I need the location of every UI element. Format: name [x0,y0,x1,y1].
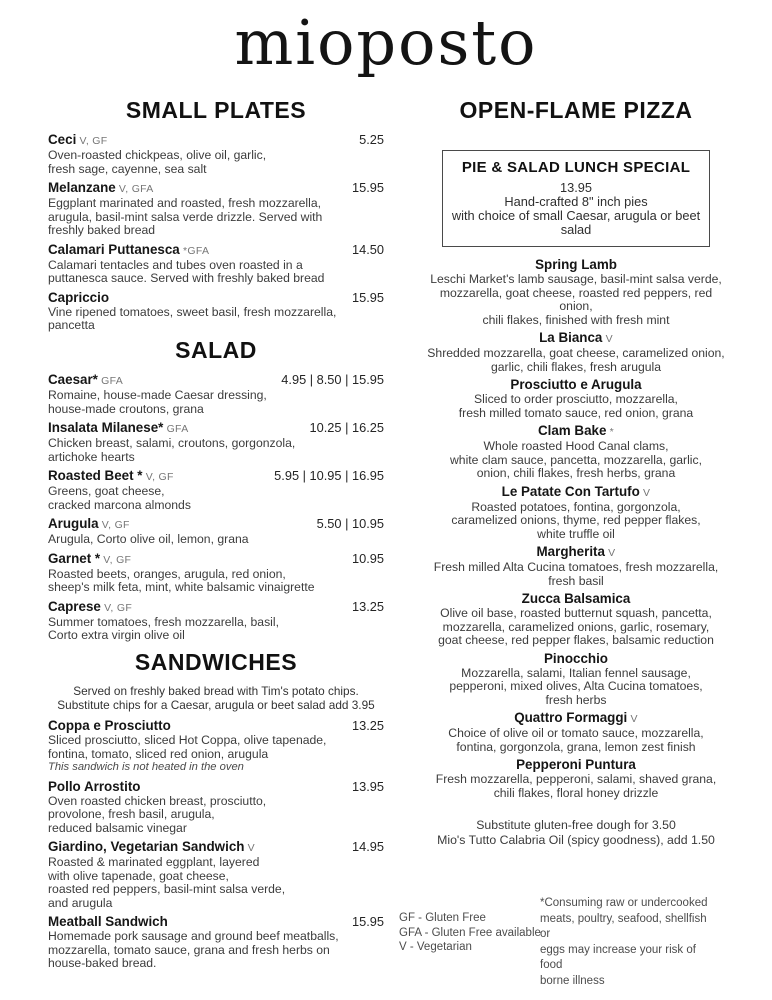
item-name: Roasted Beet * V, GF [48,468,174,483]
menu-item-giardino-vegetarian-sandwich [48,839,384,910]
section-salad [48,336,384,647]
item-header [48,599,384,616]
desc-line: Arugula, Corto olive oil, lemon, grana [48,532,249,546]
item-price: 4.95 | 8.50 | 15.95 [281,372,384,387]
item-name: Caesar* GFA [48,372,124,387]
pizza-item-margherita [424,544,728,588]
item-tags: V, GF [76,135,108,147]
item-header [48,779,384,795]
item-tags: V, GF [98,519,130,531]
menu-item-pollo-arrostito [48,779,384,836]
legend-line: V - Vegetarian [399,941,472,953]
desc-line: reduced balsamic vinegar [48,820,187,835]
item-price: 15.95 [351,180,384,195]
item-name: Garnet * V, GF [48,550,132,566]
pizza-item-la-bianca [424,330,728,374]
item-description [48,259,384,286]
desc-line: pepperoni, mixed olives, Alta Cucina tomatoes, [449,679,703,693]
desc-line: puttanesca sauce. Served with freshly baked bread [48,271,325,285]
desc-line: mozzarella, goat cheese, roasted red peppers, red onion, [439,285,713,313]
item-description [48,306,384,333]
section-title: SANDWICHES [134,649,298,675]
menu-item-meatball-sandwich [48,914,384,971]
item-name: Giardino, Vegetarian Sandwich V [48,839,255,854]
pizza-item-clam-bake [424,423,728,481]
desc-line: fresh sage, cayenne, sea salt [48,161,207,176]
desc-line: Eggplant marinated and roasted, fresh mozzarella, [48,196,322,210]
item-tags: GFA [163,423,189,435]
desc-line: cracked marcona almonds [48,497,191,512]
pizza-tags: * [606,426,615,438]
item-price: 14.95 [351,839,384,854]
desc-line: Oven roasted chicken breast, prosciutto, [48,793,267,808]
desc-line: house-baked bread. [48,956,157,970]
item-description [48,856,384,910]
pizza-item-quattro-formaggi [424,710,728,754]
disclaimer-line: eggs may increase your risk of food [540,943,696,971]
desc-line: Mozzarella, salami, Italian fennel sausage, [461,665,691,680]
menu-item-insalata-milanese [48,420,384,464]
item-price: 15.95 [351,914,384,929]
item-name: Arugula V, GF [48,516,130,531]
disclaimer-line: *Consuming raw or undercooked [540,897,708,909]
desc-line: Leschi Market's lamb sausage, basil-mint salsa verde, [430,272,722,286]
desc-line: Fresh mozzarella, pepperoni, salami, shaved grana, [435,772,717,786]
desc-line: Roasted potatoes, fontina, gorgonzola, [471,499,681,514]
dietary-legend [399,911,541,955]
desc-line: Homemade pork sausage and ground beef meatballs, [48,929,339,943]
legend-line: GF - Gluten Free [399,912,486,924]
item-price: 5.25 [359,132,384,147]
pizza-list [424,257,728,800]
item-price: 13.25 [351,718,384,733]
desc-line: Whole roasted Hood Canal clams, [483,439,669,453]
item-tags: GFA [97,375,124,387]
item-header [48,516,384,533]
restaurant-logo: mioposto [234,6,538,79]
item-name: Capriccio [48,289,110,305]
pizza-tags: V [602,333,613,345]
item-header [48,468,384,485]
desc-line: fontina, gorgonzola, grana, lemon zest finish [456,739,696,754]
item-description [48,389,384,416]
desc-line: Oven-roasted chickpeas, olive oil, garlic, [48,148,267,162]
desc-line: Fresh milled Alta Cucina tomatoes, fresh mozzarella, [433,560,719,574]
desc-line: Sliced prosciutto, sliced Hot Coppa, olive tapenade, [48,733,327,747]
pizza-item-pinocchio [424,651,728,708]
desc-line: Calamari tentacles and tubes oven roasted in a [48,257,303,272]
item-name: Pollo Arrostito [48,778,141,794]
item-tags: V [244,842,255,854]
item-header [48,914,384,930]
item-description [48,533,384,547]
desc-line: Summer tomatoes, fresh mozzarella, basil, [48,614,279,629]
special-line: Hand-crafted 8" inch pies [504,194,648,209]
menu-item-calamari-puttanesca [48,242,384,286]
menu-item-caprese [48,599,384,643]
section-small-plates [48,96,384,337]
extra-line: Mio's Tutto Calabria Oil (spicy goodness), add 1.50 [437,833,715,847]
item-price: 13.25 [351,598,384,614]
pizza-name: Zucca Balsamica [521,591,631,606]
item-description [48,795,384,836]
item-tags: *GFA [179,244,210,257]
item-price: 10.95 [351,550,384,566]
desc-line: Vine ripened tomatoes, sweet basil, fresh mozzarella, [48,304,337,319]
section-sandwiches [48,648,384,975]
special-line: salad [560,222,592,237]
menu-item-capriccio [48,290,384,333]
item-header [48,551,384,568]
desc-line: Roasted beets, oranges, arugula, red onion, [48,566,286,581]
item-name: Meatball Sandwich [48,914,168,929]
pizza-name: Margherita V [536,544,616,559]
item-note: This sandwich is not heated in the oven [48,761,244,773]
desc-line: Chicken breast, salami, croutons, gorgonzola, [48,436,296,450]
pizza-tags: V [627,713,638,725]
pizza-item-le-patate-con-tartufo [424,484,728,542]
desc-line: with olive tapenade, goat cheese, [48,868,229,883]
lunch-special-lines [449,181,703,237]
menu-item-melanzane [48,180,384,238]
desc-line: chili flakes, finished with fresh mint [482,312,670,327]
item-description [48,568,384,595]
item-description [48,734,384,761]
desc-line: Corto extra virgin olive oil [48,628,185,642]
desc-line: mozzarella, caramelized onions, garlic, rosemary, [442,619,710,634]
item-header [48,180,384,197]
item-price: 10.25 | 16.25 [309,420,384,435]
desc-line: provolone, fresh basil, arugula, [48,807,215,821]
desc-line: artichoke hearts [48,449,135,464]
legend-line: GFA - Gluten Free available [399,926,541,939]
item-price: 5.50 | 10.95 [316,516,384,531]
desc-line: fresh basil [548,573,604,588]
lunch-special-title: PIE & SALAD LUNCH SPECIAL [461,159,691,176]
item-header [48,372,384,389]
desc-line: sheep's milk feta, mint, white balsamic vinaigrette [48,580,315,594]
item-header [48,718,384,734]
item-price: 14.50 [351,241,384,257]
special-line: with choice of small Caesar, arugula or beet [451,208,701,223]
subtitle-line: Served on freshly baked bread with Tim's potato chips. [73,684,359,698]
item-price: 15.95 [351,289,384,305]
item-name: Melanzane V, GFA [48,180,154,195]
pizza-name: Pinocchio [544,650,608,666]
pizza-item-pepperoni-puntura [424,757,728,800]
item-description [48,149,384,176]
pizza-name: Pepperoni Puntura [516,757,636,772]
desc-line: fresh herbs [545,692,607,707]
desc-line: caramelized onions, thyme, red pepper flakes, [451,513,701,527]
pizza-name: La Bianca V [539,330,613,345]
disclaimer-line: borne illness [540,974,605,987]
menu-item-caesar [48,372,384,416]
desc-line: house-made croutons, grana [48,401,204,416]
item-name: Calamari Puttanesca *GFA [48,241,210,257]
menu-item-arugula [48,516,384,547]
pizza-tags: V [639,486,651,499]
extra-line: Substitute gluten-free dough for 3.50 [476,818,676,832]
menu-item-coppa-e-prosciutto [48,718,384,775]
desc-line: Shredded mozzarella, goat cheese, caramelized onion, [427,346,725,360]
item-price: 5.95 | 10.95 | 16.95 [274,468,384,483]
menu-item-garnet [48,551,384,595]
pizza-name: Quattro Formaggi V [514,710,638,725]
item-description [48,485,384,512]
item-tags: V, GF [100,553,132,566]
desc-line: arugula, basil-mint salsa verde drizzle. Served with [48,209,323,224]
pizza-item-prosciutto-e-arugula [424,377,728,420]
disclaimer-line: meats, poultry, seafood, shellfish or [540,912,707,940]
section-subtitle [48,684,384,712]
desc-line: mozzarella, tomato sauce, grana and fresh herbs on [48,942,330,957]
desc-line: fontina, tomato, sliced red onion, arugula [48,746,269,761]
item-header [48,132,384,149]
item-header [48,839,384,856]
desc-line: roasted red peppers, basil-mint salsa verde, [48,882,286,896]
item-description [48,437,384,464]
right-column [424,96,728,848]
item-name: Ceci V, GF [48,132,108,147]
desc-line: Romaine, house-made Caesar dressing, [48,388,267,402]
desc-line: white truffle oil [537,526,615,541]
desc-line: white clam sauce, pancetta, mozzarella, garlic, [450,452,702,467]
menu-item-ceci [48,132,384,176]
item-tags: V, GFA [115,183,154,195]
desc-line: Sliced to order prosciutto, mozzarella, [474,392,678,406]
desc-line: chili flakes, floral honey drizzle [493,785,659,800]
pizza-extras [424,818,728,848]
pizza-name: Spring Lamb [535,257,617,272]
item-description [48,616,384,643]
section-title: SALAD [175,337,257,363]
pizza-section-title: OPEN-FLAME PIZZA [459,97,693,123]
item-name: Caprese V, GF [48,598,133,614]
pizza-item-zucca-balsamica [424,591,728,648]
desc-line: goat cheese, red pepper flakes, balsamic reduction [438,633,714,647]
desc-line: Roasted & marinated eggplant, layered [48,855,260,869]
subtitle-line: Substitute chips for a Caesar, arugula or beet salad add 3.95 [57,698,375,712]
desc-line: garlic, chili flakes, fresh arugula [490,359,662,374]
item-tags: V, GF [142,471,174,483]
desc-line: Choice of olive oil or tomato sauce, mozzarella, [448,726,704,740]
pizza-tags: V [604,547,616,559]
desc-line: fresh milled tomato sauce, red onion, grana [458,405,694,420]
menu-item-roasted-beet [48,468,384,512]
item-name: Insalata Milanese* GFA [48,420,189,435]
special-line: 13.95 [559,180,593,195]
item-header [48,242,384,259]
item-name: Coppa e Prosciutto [48,718,171,733]
item-price: 13.95 [351,778,384,794]
pizza-name: Le Patate Con Tartufo V [501,483,651,499]
desc-line: freshly baked bread [48,223,156,237]
pizza-name: Clam Bake * [537,423,615,438]
item-description [48,930,384,971]
item-header [48,420,384,437]
pizza-item-spring-lamb [424,257,728,327]
left-column [48,96,384,986]
item-header [48,290,384,306]
raw-food-disclaimer [540,896,718,989]
desc-line: and arugula [48,895,113,910]
desc-line: Olive oil base, roasted butternut squash, pancetta, [440,606,712,620]
lunch-special-box [442,150,710,247]
pizza-name: Prosciutto e Arugula [510,377,642,392]
desc-line: onion, chili flakes, fresh herbs, grana [476,466,676,480]
desc-line: Greens, goat cheese, [48,484,165,498]
desc-line: pancetta [48,318,95,332]
item-tags: V, GF [100,601,133,614]
section-title: SMALL PLATES [125,97,307,123]
item-description [48,197,384,238]
